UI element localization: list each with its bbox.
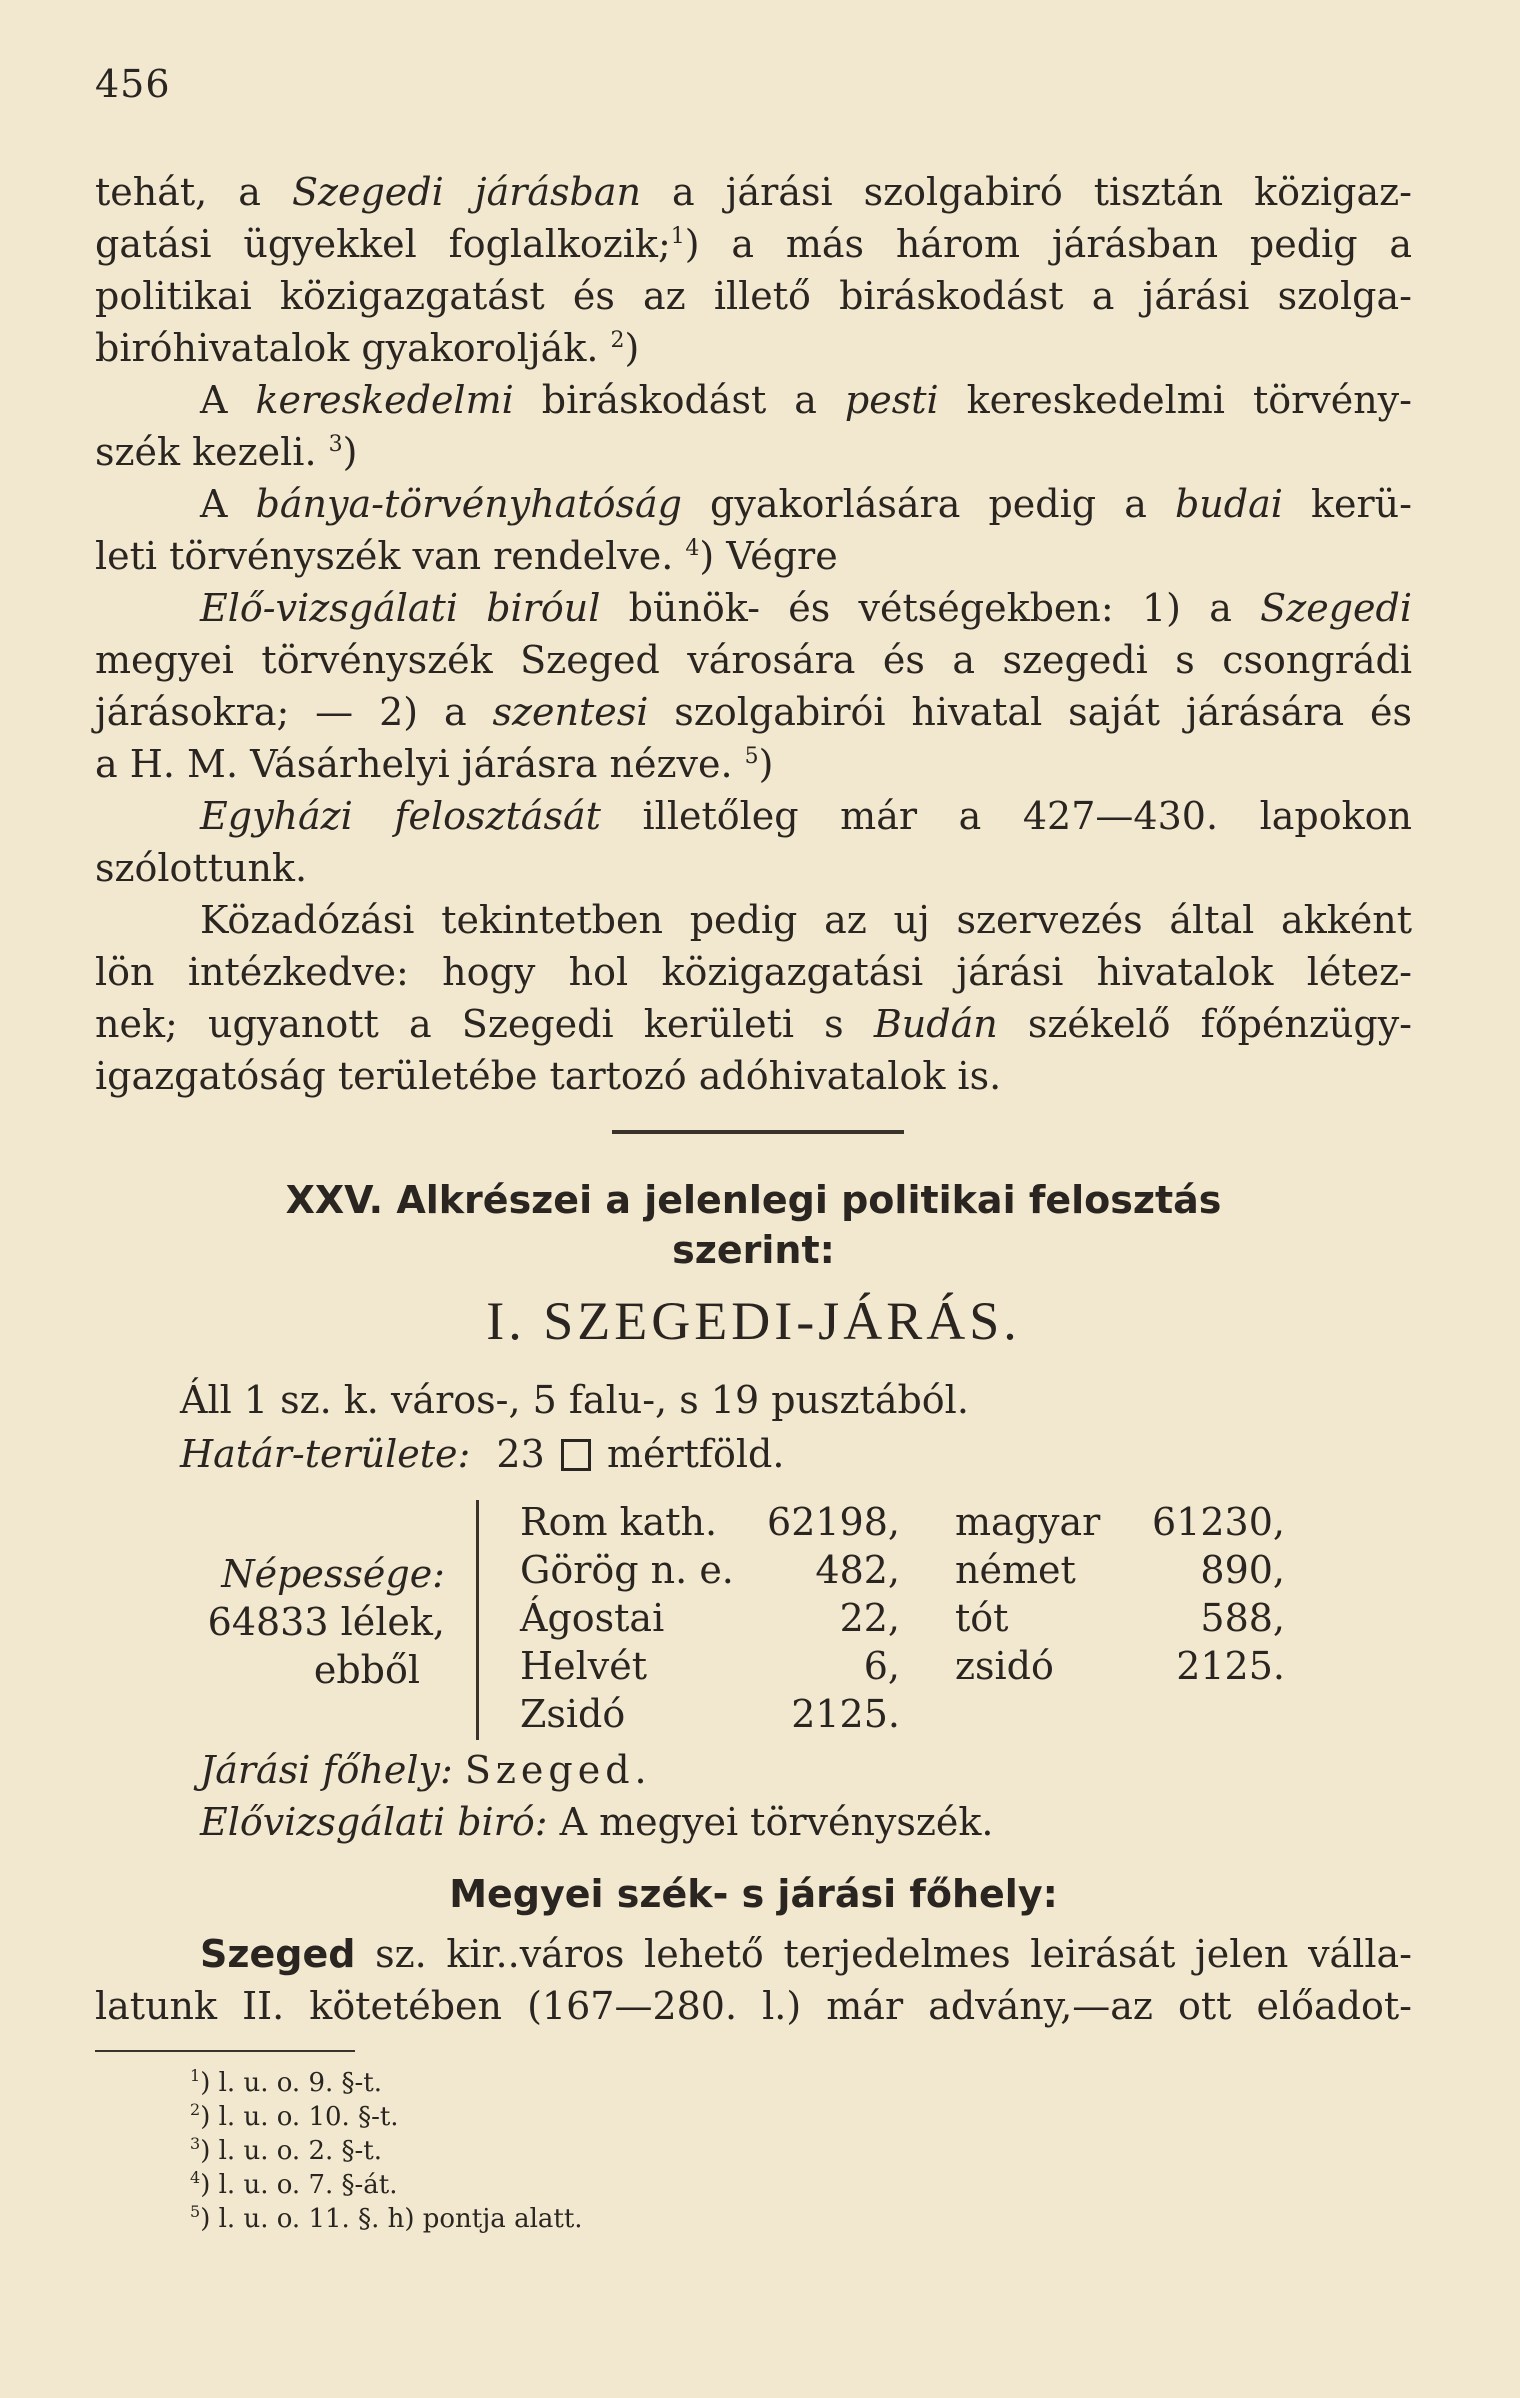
religion-value: 62198, <box>767 1500 900 1544</box>
area-line <box>180 1432 784 1476</box>
text-run: nek; ugyanott a Szegedi kerületi s <box>95 1002 874 1046</box>
text-line <box>200 376 1412 424</box>
text-run: a H. M. Vásárhelyi járásra nézve. <box>95 742 745 786</box>
ethnicity-value: 890, <box>1200 1548 1285 1592</box>
text-run: székelő főpénzügy- <box>997 1002 1412 1046</box>
bold-term: Szeged <box>200 1932 356 1976</box>
text-line: igazgatóság területébe tartozó adóhivatalok is. <box>95 1054 1002 1098</box>
text-run: ) Végre <box>699 534 838 578</box>
text-run: biróhivatalok gyakorolják. <box>95 326 611 370</box>
page-number: 456 <box>95 62 171 106</box>
text-run: kereskedelmi törvény- <box>938 378 1412 422</box>
religion-name: Rom kath. <box>520 1500 718 1544</box>
text-run: ) <box>342 430 358 474</box>
text-line <box>200 480 1412 528</box>
seat-label: Járási főhely: <box>200 1748 453 1792</box>
section-heading-cont: szerint: <box>672 1228 835 1272</box>
text-run: leti törvényszék van rendelve. <box>95 534 686 578</box>
text-run: a járási szolgabiró tisztán közigaz- <box>641 170 1413 214</box>
text-line: lön intézkedve: hogy hol közigazgatási járási hivatalok létez- <box>95 950 1412 994</box>
footnote: $^3$) l. u. o. 2. §-t. <box>190 2134 383 2166</box>
area-label: Határ-területe: <box>180 1432 471 1476</box>
ethnicity-value: 2125. <box>1176 1644 1285 1688</box>
text-run: ) a más három járásban pedig a <box>684 222 1412 266</box>
italic-term: bánya-törvényhatóság <box>255 482 682 526</box>
religion-name: Ágostai <box>520 1596 665 1640</box>
ethnicity-name: magyar <box>955 1500 1101 1544</box>
religion-value: 6, <box>863 1644 900 1688</box>
subheading: Megyei szék- s járási főhely: <box>449 1872 1058 1916</box>
text-line <box>200 584 1412 632</box>
section-heading: XXV. Alkrészei a jelenlegi politikai felosztás <box>285 1178 1222 1222</box>
italic-term: Elő-vizsgálati biróul <box>200 586 601 630</box>
text-line <box>95 428 1412 476</box>
religion-name: Zsidó <box>520 1692 626 1736</box>
text-run: gyakorlására pedig a <box>681 482 1175 526</box>
text-line <box>95 168 1412 216</box>
text-run: A <box>200 482 256 526</box>
seat-line <box>200 1748 652 1792</box>
text-run: szolgabirói hivatal saját járására és <box>648 690 1412 734</box>
text-line: szólottunk. <box>95 846 308 890</box>
footnote-separator <box>95 2050 355 2052</box>
text-line <box>200 1930 1412 1978</box>
text-line <box>95 1000 1412 1048</box>
composition-line: Áll 1 sz. k. város-, 5 falu-, s 19 pusztából. <box>180 1378 969 1422</box>
italic-term: szentesi <box>492 690 649 734</box>
text-run: bünök- és vétségekben: 1) a <box>600 586 1261 630</box>
italic-term: Szegedi járásban <box>291 170 642 214</box>
footnote: $^4$) l. u. o. 7. §-át. <box>190 2168 398 2200</box>
footnote-ref: 5 <box>744 744 759 769</box>
text-line <box>95 688 1412 736</box>
brace <box>476 1500 493 1740</box>
section-divider <box>612 1130 904 1134</box>
text-run: szék kezeli. <box>95 430 329 474</box>
seat-value: Szeged. <box>464 1748 652 1792</box>
footnote-ref: 1 <box>670 224 685 249</box>
italic-term: pesti <box>844 378 939 422</box>
text-run: gatási ügyekkel foglalkozik; <box>95 222 671 266</box>
footnote: $^1$) l. u. o. 9. §-t. <box>190 2066 383 2098</box>
footnote-ref: 3 <box>328 432 343 457</box>
italic-term: Budán <box>873 1002 998 1046</box>
italic-term: budai <box>1174 482 1283 526</box>
text-line: politikai közigazgatást és az illető biráskodást a járási szolga- <box>95 274 1412 318</box>
religion-name: Görög n. e. <box>520 1548 734 1592</box>
text-run: kerü- <box>1282 482 1412 526</box>
district-title: I. SZEGEDI-JÁRÁS. <box>486 1291 1021 1351</box>
text-line: megyei törvényszék Szeged városára és a szegedi s csongrádi <box>95 638 1412 682</box>
square-mile-icon <box>561 1439 591 1471</box>
text-run: illetőleg már a 427—430. lapokon <box>600 794 1413 838</box>
text-run: járásokra; — 2) a <box>95 690 493 734</box>
ethnicity-name: tót <box>955 1596 1009 1640</box>
ethnicity-name: zsidó <box>955 1644 1054 1688</box>
religion-name: Helvét <box>520 1644 648 1688</box>
italic-term: Egyházi felosztását <box>200 794 601 838</box>
population-total: 64833 lélek, <box>207 1600 445 1644</box>
text-run: ) <box>624 326 640 370</box>
text-run: sz. kir..város lehető terjedelmes leirását jelen válla- <box>355 1932 1412 1976</box>
judge-value: A megyei törvényszék. <box>559 1800 994 1844</box>
text-line <box>95 220 1412 268</box>
ethnicity-value: 61230, <box>1152 1500 1285 1544</box>
religion-value: 482, <box>815 1548 900 1592</box>
italic-term: kereskedelmi <box>255 378 514 422</box>
judge-line <box>200 1800 994 1844</box>
footnote-ref: 2 <box>610 328 625 353</box>
population-label: Népessége: <box>221 1552 445 1596</box>
area-value: 23 <box>496 1432 545 1476</box>
text-run: A <box>200 378 256 422</box>
area-unit: mértföld. <box>606 1432 785 1476</box>
footnote: $^5$) l. u. o. 11. §. h) pontja alatt. <box>190 2202 583 2234</box>
text-run: ) <box>758 742 774 786</box>
text-line <box>95 740 1412 788</box>
italic-term: Szegedi <box>1260 586 1412 630</box>
ethnicity-name: német <box>955 1548 1076 1592</box>
ethnicity-value: 588, <box>1200 1596 1285 1640</box>
religion-value: 2125. <box>791 1692 900 1736</box>
text-line <box>200 792 1412 840</box>
religion-value: 22, <box>839 1596 900 1640</box>
text-line: Közadózási tekintetben pedig az uj szervezés által akként <box>200 898 1412 942</box>
population-of-which: ebből <box>313 1648 420 1692</box>
judge-label: Elővizsgálati biró: <box>200 1800 548 1844</box>
footnote: $^2$) l. u. o. 10. §-t. <box>190 2100 399 2132</box>
text-run: biráskodást a <box>513 378 845 422</box>
text-line <box>95 532 1412 580</box>
footnote-ref: 4 <box>685 536 700 561</box>
text-line: latunk II. kötetében (167—280. l.) már advány,—az ott előadot- <box>95 1984 1412 2028</box>
text-run: tehát, a <box>95 170 292 214</box>
text-line <box>95 324 1412 372</box>
